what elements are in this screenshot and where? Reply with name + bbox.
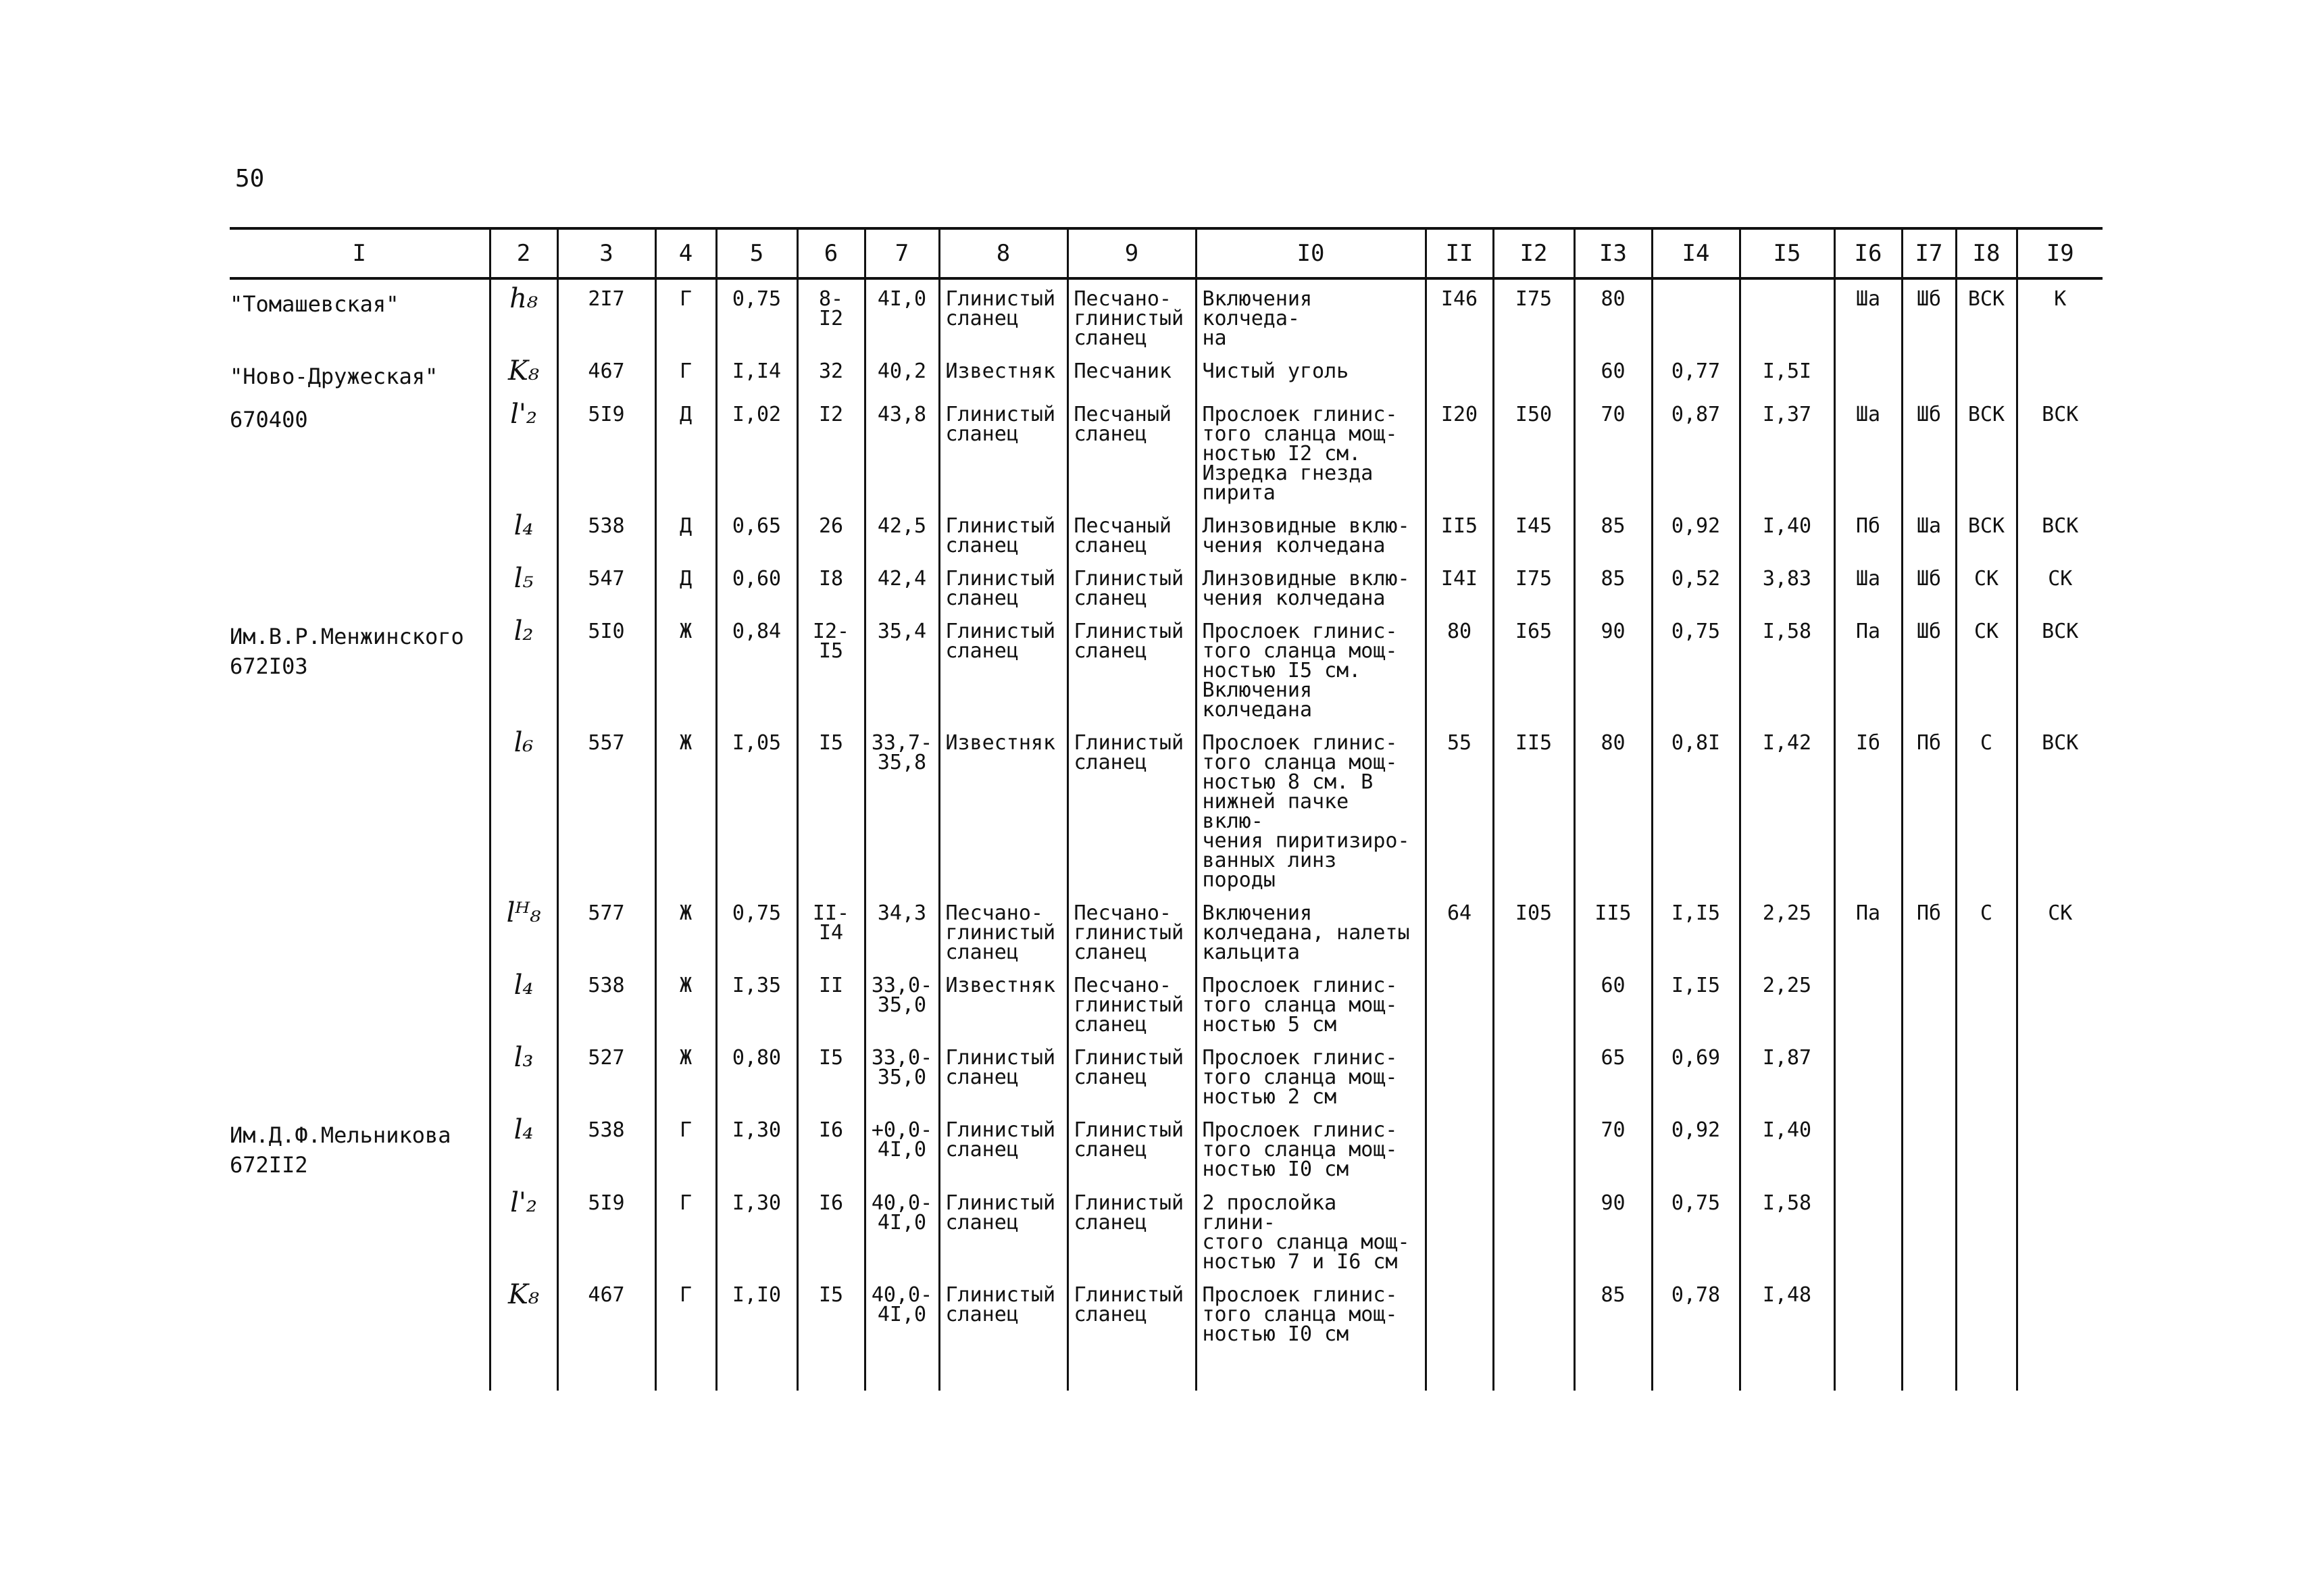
- table-cell-col-10: Включения колчедана, налеты кальцита: [1196, 894, 1426, 966]
- table-cell-col-6: I2: [797, 395, 865, 507]
- table-cell-col-12: II5: [1493, 724, 1574, 894]
- table-cell-col-15: I,5I: [1740, 352, 1834, 395]
- table-cell-col-18: ВСК: [1956, 507, 2017, 559]
- seam-index-cell: l₄: [490, 507, 557, 559]
- table-cell-col-13: II5: [1574, 894, 1652, 966]
- table-cell-col-13: 80: [1574, 278, 1652, 352]
- table-cell-col-18: С: [1956, 724, 2017, 894]
- table-cell-col-7: 40,0- 4I,0: [865, 1276, 939, 1391]
- table-cell-col-14: 0,69: [1652, 1039, 1740, 1111]
- table-cell-col-17: [1902, 1111, 1956, 1184]
- table-cell-col-4: Ж: [655, 612, 716, 724]
- table-cell-col-10: Линзовидные вклю- чения колчедана: [1196, 507, 1426, 559]
- mine-name-cell: 670400: [230, 407, 308, 432]
- table-cell-col-12: I50: [1493, 395, 1574, 507]
- table-cell-col-6: 26: [797, 507, 865, 559]
- table-cell-col-7: 35,4: [865, 612, 939, 724]
- table-cell-col-5: I,35: [716, 966, 797, 1039]
- table-cell-col-11: II5: [1426, 507, 1493, 559]
- table-cell-col-12: I45: [1493, 507, 1574, 559]
- table-cell-col-9: Песчано- глинистый сланец: [1067, 894, 1196, 966]
- table-cell-col-7: 33,7- 35,8: [865, 724, 939, 894]
- table-cell-col-6: I5: [797, 724, 865, 894]
- table-cell-col-10: Прослоек глинис- того сланца мощ- ностью I0 см: [1196, 1276, 1426, 1391]
- table-cell-col-4: Г: [655, 1184, 716, 1276]
- table-cell-col-9: Глинистый сланец: [1067, 612, 1196, 724]
- table-cell-col-15: I,48: [1740, 1276, 1834, 1391]
- table-cell-col-19: [2017, 1039, 2103, 1111]
- table-cell-col-17: [1902, 1184, 1956, 1276]
- table-cell-col-14: 0,92: [1652, 507, 1740, 559]
- table-row: [230, 966, 2103, 1039]
- table-cell-col-3: 527: [557, 1039, 655, 1111]
- table-cell-col-14: 0,92: [1652, 1111, 1740, 1184]
- table-cell-col-8: Глинистый сланец: [939, 395, 1067, 507]
- column-header-8: 8: [939, 228, 1067, 278]
- table-cell-col-4: Ж: [655, 1039, 716, 1111]
- table-cell-col-9: Глинистый сланец: [1067, 1111, 1196, 1184]
- table-cell-col-11: 80: [1426, 612, 1493, 724]
- seam-index-cell: l₃: [490, 1039, 557, 1111]
- table-cell-col-3: 538: [557, 507, 655, 559]
- table-cell-col-4: Г: [655, 352, 716, 395]
- seam-index-cell: l₄: [490, 1111, 557, 1184]
- table-cell-col-13: 85: [1574, 507, 1652, 559]
- table-cell-col-8: Глинистый сланец: [939, 1111, 1067, 1184]
- table-cell-col-13: 65: [1574, 1039, 1652, 1111]
- seam-index-cell: l'₂: [490, 1184, 557, 1276]
- table-cell-col-7: 34,3: [865, 894, 939, 966]
- table-cell-col-7: 42,4: [865, 559, 939, 612]
- table-cell-col-3: 577: [557, 894, 655, 966]
- table-cell-col-4: Ж: [655, 894, 716, 966]
- column-header-11: II: [1426, 228, 1493, 278]
- table-cell-col-12: I05: [1493, 894, 1574, 966]
- table-cell-col-16: Пa: [1834, 612, 1902, 724]
- column-header-15: I5: [1740, 228, 1834, 278]
- table-cell-col-8: Глинистый сланец: [939, 612, 1067, 724]
- table-cell-col-14: 0,87: [1652, 395, 1740, 507]
- table-cell-col-9: Песчано- глинистый сланец: [1067, 278, 1196, 352]
- seam-index-cell: h₈: [490, 278, 557, 352]
- table-cell-col-7: 40,0- 4I,0: [865, 1184, 939, 1276]
- table-cell-col-11: [1426, 1039, 1493, 1111]
- table-cell-col-17: [1902, 352, 1956, 395]
- table-cell-col-17: [1902, 1276, 1956, 1391]
- seam-index-cell: K₈: [490, 352, 557, 395]
- table-cell-col-4: Г: [655, 1276, 716, 1391]
- table-cell-col-10: Прослоек глинис- того сланца мощ- ностью 8 см. В нижней пачке вклю- чения пиритизиро- ванных линз породы: [1196, 724, 1426, 894]
- table-cell-col-11: I20: [1426, 395, 1493, 507]
- table-cell-col-11: 55: [1426, 724, 1493, 894]
- table-body: [230, 278, 2103, 1391]
- table-cell-col-11: [1426, 352, 1493, 395]
- table-cell-col-9: Песчаный сланец: [1067, 395, 1196, 507]
- table-cell-col-15: I,58: [1740, 1184, 1834, 1276]
- table-cell-col-15: [1740, 278, 1834, 352]
- table-cell-col-16: [1834, 1184, 1902, 1276]
- mine-name-cell: "Ново-Дружеская": [230, 364, 438, 389]
- table-cell-col-6: I8: [797, 559, 865, 612]
- header-row: [230, 228, 2103, 278]
- table-cell-col-14: [1652, 278, 1740, 352]
- table-row: [230, 894, 2103, 966]
- seam-index-cell: l₆: [490, 724, 557, 894]
- table-cell-col-8: Песчано- глинистый сланец: [939, 894, 1067, 966]
- mine-name-cell: Им.В.Р.Менжинского 672I03: [230, 624, 464, 679]
- table-row: [230, 507, 2103, 559]
- table-cell-col-5: 0,75: [716, 894, 797, 966]
- table-cell-col-17: [1902, 1039, 1956, 1111]
- column-header-2: 2: [490, 228, 557, 278]
- column-header-16: I6: [1834, 228, 1902, 278]
- table-cell-col-3: 557: [557, 724, 655, 894]
- table-cell-col-16: Iб: [1834, 724, 1902, 894]
- table-row: [230, 1039, 2103, 1111]
- seam-index-cell: K₈: [490, 1276, 557, 1391]
- table-cell-col-5: 0,65: [716, 507, 797, 559]
- table-cell-col-11: I4I: [1426, 559, 1493, 612]
- table-cell-col-12: [1493, 1039, 1574, 1111]
- table-cell-col-14: I,I5: [1652, 966, 1740, 1039]
- table-cell-col-15: I,40: [1740, 507, 1834, 559]
- table-row: [230, 395, 2103, 507]
- table-cell-col-19: К: [2017, 278, 2103, 352]
- column-header-6: 6: [797, 228, 865, 278]
- column-header-4: 4: [655, 228, 716, 278]
- table-cell-col-4: Ж: [655, 966, 716, 1039]
- table-cell-col-8: Известняк: [939, 352, 1067, 395]
- table-cell-col-18: [1956, 1184, 2017, 1276]
- table-cell-col-16: [1834, 352, 1902, 395]
- table-cell-col-9: Глинистый сланец: [1067, 559, 1196, 612]
- table-cell-col-10: 2 прослойка глини- стого сланца мощ- ностью 7 и I6 см: [1196, 1184, 1426, 1276]
- coal-seam-table: [230, 227, 2103, 1391]
- column-header-9: 9: [1067, 228, 1196, 278]
- table-cell-col-4: Д: [655, 395, 716, 507]
- table-cell-col-8: Глинистый сланец: [939, 278, 1067, 352]
- table-cell-col-3: 467: [557, 352, 655, 395]
- mine-name-cell: [230, 724, 490, 894]
- mine-name-cell: [230, 507, 490, 559]
- table-cell-col-3: 467: [557, 1276, 655, 1391]
- table-cell-col-16: [1834, 1276, 1902, 1391]
- seam-index-cell: l'₂: [490, 395, 557, 507]
- table-cell-col-11: [1426, 1111, 1493, 1184]
- table-cell-col-17: Пб: [1902, 724, 1956, 894]
- table-cell-col-4: Д: [655, 559, 716, 612]
- table-cell-col-19: ВСК: [2017, 724, 2103, 894]
- table-cell-col-17: Шб: [1902, 612, 1956, 724]
- table-cell-col-10: Прослоек глинис- того сланца мощ- ностью 2 см: [1196, 1039, 1426, 1111]
- table-cell-col-5: I,30: [716, 1111, 797, 1184]
- table-cell-col-15: I,42: [1740, 724, 1834, 894]
- table-cell-col-4: Ж: [655, 724, 716, 894]
- table-cell-col-18: СК: [1956, 559, 2017, 612]
- table-cell-col-14: 0,52: [1652, 559, 1740, 612]
- table-cell-col-13: 70: [1574, 1111, 1652, 1184]
- table-cell-col-6: II: [797, 966, 865, 1039]
- table-cell-col-8: Известняк: [939, 966, 1067, 1039]
- table-cell-col-19: [2017, 966, 2103, 1039]
- table-cell-col-9: Глинистый сланец: [1067, 1276, 1196, 1391]
- table-cell-col-12: [1493, 1111, 1574, 1184]
- table-cell-col-19: [2017, 1276, 2103, 1391]
- table-cell-col-7: 43,8: [865, 395, 939, 507]
- table-cell-col-12: [1493, 966, 1574, 1039]
- table-cell-col-18: С: [1956, 894, 2017, 966]
- table-cell-col-19: ВСК: [2017, 507, 2103, 559]
- table-cell-col-18: [1956, 1276, 2017, 1391]
- table-cell-col-13: 90: [1574, 612, 1652, 724]
- mine-name-cell: [230, 1184, 490, 1276]
- seam-index-cell: l₄: [490, 966, 557, 1039]
- table-cell-col-6: I5: [797, 1039, 865, 1111]
- table-cell-col-15: I,58: [1740, 612, 1834, 724]
- table-cell-col-6: II- I4: [797, 894, 865, 966]
- table-cell-col-12: [1493, 352, 1574, 395]
- table-cell-col-19: СК: [2017, 894, 2103, 966]
- table-cell-col-6: 32: [797, 352, 865, 395]
- table-cell-col-11: [1426, 1184, 1493, 1276]
- table-cell-col-15: I,87: [1740, 1039, 1834, 1111]
- table-cell-col-13: 60: [1574, 966, 1652, 1039]
- table-cell-col-14: 0,75: [1652, 612, 1740, 724]
- table-cell-col-12: I75: [1493, 559, 1574, 612]
- table-cell-col-4: Г: [655, 1111, 716, 1184]
- table-cell-col-14: 0,77: [1652, 352, 1740, 395]
- column-header-5: 5: [716, 228, 797, 278]
- seam-index-cell: l₂: [490, 612, 557, 724]
- table-cell-col-11: I46: [1426, 278, 1493, 352]
- table-cell-col-12: I75: [1493, 278, 1574, 352]
- table-cell-col-8: Известняк: [939, 724, 1067, 894]
- table-cell-col-8: Глинистый сланец: [939, 1184, 1067, 1276]
- mine-name-cell: [230, 894, 490, 966]
- table-cell-col-10: Прослоек глинис- того сланца мощ- ностью I0 см: [1196, 1111, 1426, 1184]
- table-cell-col-13: 70: [1574, 395, 1652, 507]
- table-cell-col-5: 0,84: [716, 612, 797, 724]
- table-cell-col-19: [2017, 1184, 2103, 1276]
- table-cell-col-6: I6: [797, 1184, 865, 1276]
- table-row: [230, 724, 2103, 894]
- table-cell-col-7: 33,0- 35,0: [865, 1039, 939, 1111]
- table-cell-col-13: 85: [1574, 559, 1652, 612]
- table-row: [230, 1276, 2103, 1391]
- table-cell-col-7: +0,0- 4I,0: [865, 1111, 939, 1184]
- table-cell-col-10: Чистый уголь: [1196, 352, 1426, 395]
- table-cell-col-15: 2,25: [1740, 894, 1834, 966]
- table-cell-col-4: Д: [655, 507, 716, 559]
- table-cell-col-5: I,I0: [716, 1276, 797, 1391]
- table-row: [230, 612, 2103, 724]
- seam-index-cell: l₅: [490, 559, 557, 612]
- table-cell-col-16: Пa: [1834, 894, 1902, 966]
- table-cell-col-16: Пб: [1834, 507, 1902, 559]
- table-cell-col-7: 40,2: [865, 352, 939, 395]
- table-cell-col-19: ВСК: [2017, 395, 2103, 507]
- table-cell-col-18: [1956, 352, 2017, 395]
- table-cell-col-18: СК: [1956, 612, 2017, 724]
- table-cell-col-7: 4I,0: [865, 278, 939, 352]
- mine-name-cell: Им.Д.Ф.Мельникова 672II2: [230, 1122, 451, 1178]
- mine-name-cell: [230, 966, 490, 1039]
- table-cell-col-13: 60: [1574, 352, 1652, 395]
- table-cell-col-18: ВСК: [1956, 278, 2017, 352]
- table-row: [230, 1184, 2103, 1276]
- table-cell-col-9: Песчаник: [1067, 352, 1196, 395]
- mine-name-cell: [230, 559, 490, 612]
- table-cell-col-15: 3,83: [1740, 559, 1834, 612]
- table-cell-col-10: Прослоек глинис- того сланца мощ- ностью 5 см: [1196, 966, 1426, 1039]
- table-cell-col-15: I,37: [1740, 395, 1834, 507]
- table-cell-col-16: [1834, 1039, 1902, 1111]
- page-number: 50: [235, 165, 265, 193]
- column-header-12: I2: [1493, 228, 1574, 278]
- table-cell-col-10: Прослоек глинис- того сланца мощ- ностью I2 см. Изредка гнезда пирита: [1196, 395, 1426, 507]
- table-row: [230, 352, 2103, 395]
- column-header-7: 7: [865, 228, 939, 278]
- table-cell-col-16: Шa: [1834, 278, 1902, 352]
- table-cell-col-17: Шб: [1902, 395, 1956, 507]
- table-cell-col-8: Глинистый сланец: [939, 507, 1067, 559]
- table-cell-col-12: [1493, 1184, 1574, 1276]
- table-cell-col-12: [1493, 1276, 1574, 1391]
- table-row: [230, 559, 2103, 612]
- table-cell-col-11: 64: [1426, 894, 1493, 966]
- column-header-10: I0: [1196, 228, 1426, 278]
- table-cell-col-5: I,02: [716, 395, 797, 507]
- table-cell-col-16: [1834, 966, 1902, 1039]
- table-cell-col-9: Глинистый сланец: [1067, 724, 1196, 894]
- table-cell-col-13: 80: [1574, 724, 1652, 894]
- table-cell-col-17: [1902, 966, 1956, 1039]
- table-cell-col-11: [1426, 966, 1493, 1039]
- table-cell-col-8: Глинистый сланец: [939, 1276, 1067, 1391]
- table-cell-col-15: I,40: [1740, 1111, 1834, 1184]
- table-cell-col-16: Шa: [1834, 395, 1902, 507]
- table-cell-col-5: I,I4: [716, 352, 797, 395]
- table-cell-col-14: I,I5: [1652, 894, 1740, 966]
- table-cell-col-17: Шa: [1902, 507, 1956, 559]
- table-cell-col-19: ВСК: [2017, 612, 2103, 724]
- table-cell-col-18: ВСК: [1956, 395, 2017, 507]
- table-cell-col-5: 0,75: [716, 278, 797, 352]
- table-cell-col-16: [1834, 1111, 1902, 1184]
- table-cell-col-5: I,30: [716, 1184, 797, 1276]
- column-header-19: I9: [2017, 228, 2103, 278]
- seam-index-cell: lᴴ₈: [490, 894, 557, 966]
- table-cell-col-17: Шб: [1902, 278, 1956, 352]
- mine-name-cell: [230, 1276, 490, 1391]
- table-cell-col-9: Глинистый сланец: [1067, 1184, 1196, 1276]
- table-cell-col-6: 8- I2: [797, 278, 865, 352]
- column-header-14: I4: [1652, 228, 1740, 278]
- mine-name-cell: "Томашевская": [230, 291, 399, 317]
- table-cell-col-3: 2I7: [557, 278, 655, 352]
- table-cell-col-7: 33,0- 35,0: [865, 966, 939, 1039]
- table-cell-col-3: 5I0: [557, 612, 655, 724]
- column-header-1: I: [230, 228, 490, 278]
- table-cell-col-3: 538: [557, 966, 655, 1039]
- table-cell-col-10: Включения колчеда- на: [1196, 278, 1426, 352]
- table-cell-col-3: 538: [557, 1111, 655, 1184]
- table-cell-col-4: Г: [655, 278, 716, 352]
- table-cell-col-9: Песчаный сланец: [1067, 507, 1196, 559]
- table-cell-col-5: I,05: [716, 724, 797, 894]
- table-cell-col-18: [1956, 1039, 2017, 1111]
- table-cell-col-13: 85: [1574, 1276, 1652, 1391]
- table-cell-col-18: [1956, 966, 2017, 1039]
- table-cell-col-3: 547: [557, 559, 655, 612]
- column-header-17: I7: [1902, 228, 1956, 278]
- table-cell-col-9: Глинистый сланец: [1067, 1039, 1196, 1111]
- table-cell-col-6: I5: [797, 1276, 865, 1391]
- table-cell-col-8: Глинистый сланец: [939, 1039, 1067, 1111]
- table-cell-col-3: 5I9: [557, 395, 655, 507]
- table-cell-col-19: [2017, 1111, 2103, 1184]
- table-cell-col-8: Глинистый сланец: [939, 559, 1067, 612]
- table-row: [230, 1111, 2103, 1184]
- table-cell-col-7: 42,5: [865, 507, 939, 559]
- table-cell-col-14: 0,78: [1652, 1276, 1740, 1391]
- table-cell-col-18: [1956, 1111, 2017, 1184]
- table-cell-col-9: Песчано- глинистый сланец: [1067, 966, 1196, 1039]
- table-cell-col-3: 5I9: [557, 1184, 655, 1276]
- table-cell-col-5: 0,60: [716, 559, 797, 612]
- table-cell-col-17: Шб: [1902, 559, 1956, 612]
- table-cell-col-10: Линзовидные вклю- чения колчедана: [1196, 559, 1426, 612]
- table-cell-col-14: 0,75: [1652, 1184, 1740, 1276]
- column-header-18: I8: [1956, 228, 2017, 278]
- table-cell-col-19: [2017, 352, 2103, 395]
- table-cell-col-16: Шa: [1834, 559, 1902, 612]
- table-cell-col-11: [1426, 1276, 1493, 1391]
- mine-name-cell: [230, 1039, 490, 1111]
- table-cell-col-19: СК: [2017, 559, 2103, 612]
- table-cell-col-14: 0,8I: [1652, 724, 1740, 894]
- table-cell-col-13: 90: [1574, 1184, 1652, 1276]
- table-row: [230, 278, 2103, 352]
- table-cell-col-12: I65: [1493, 612, 1574, 724]
- table-cell-col-10: Прослоек глинис- того сланца мощ- ностью I5 см. Включения колчедана: [1196, 612, 1426, 724]
- table-cell-col-15: 2,25: [1740, 966, 1834, 1039]
- table-cell-col-6: I2- I5: [797, 612, 865, 724]
- table-cell-col-17: Пб: [1902, 894, 1956, 966]
- column-header-13: I3: [1574, 228, 1652, 278]
- table-cell-col-5: 0,80: [716, 1039, 797, 1111]
- column-header-3: 3: [557, 228, 655, 278]
- table-cell-col-6: I6: [797, 1111, 865, 1184]
